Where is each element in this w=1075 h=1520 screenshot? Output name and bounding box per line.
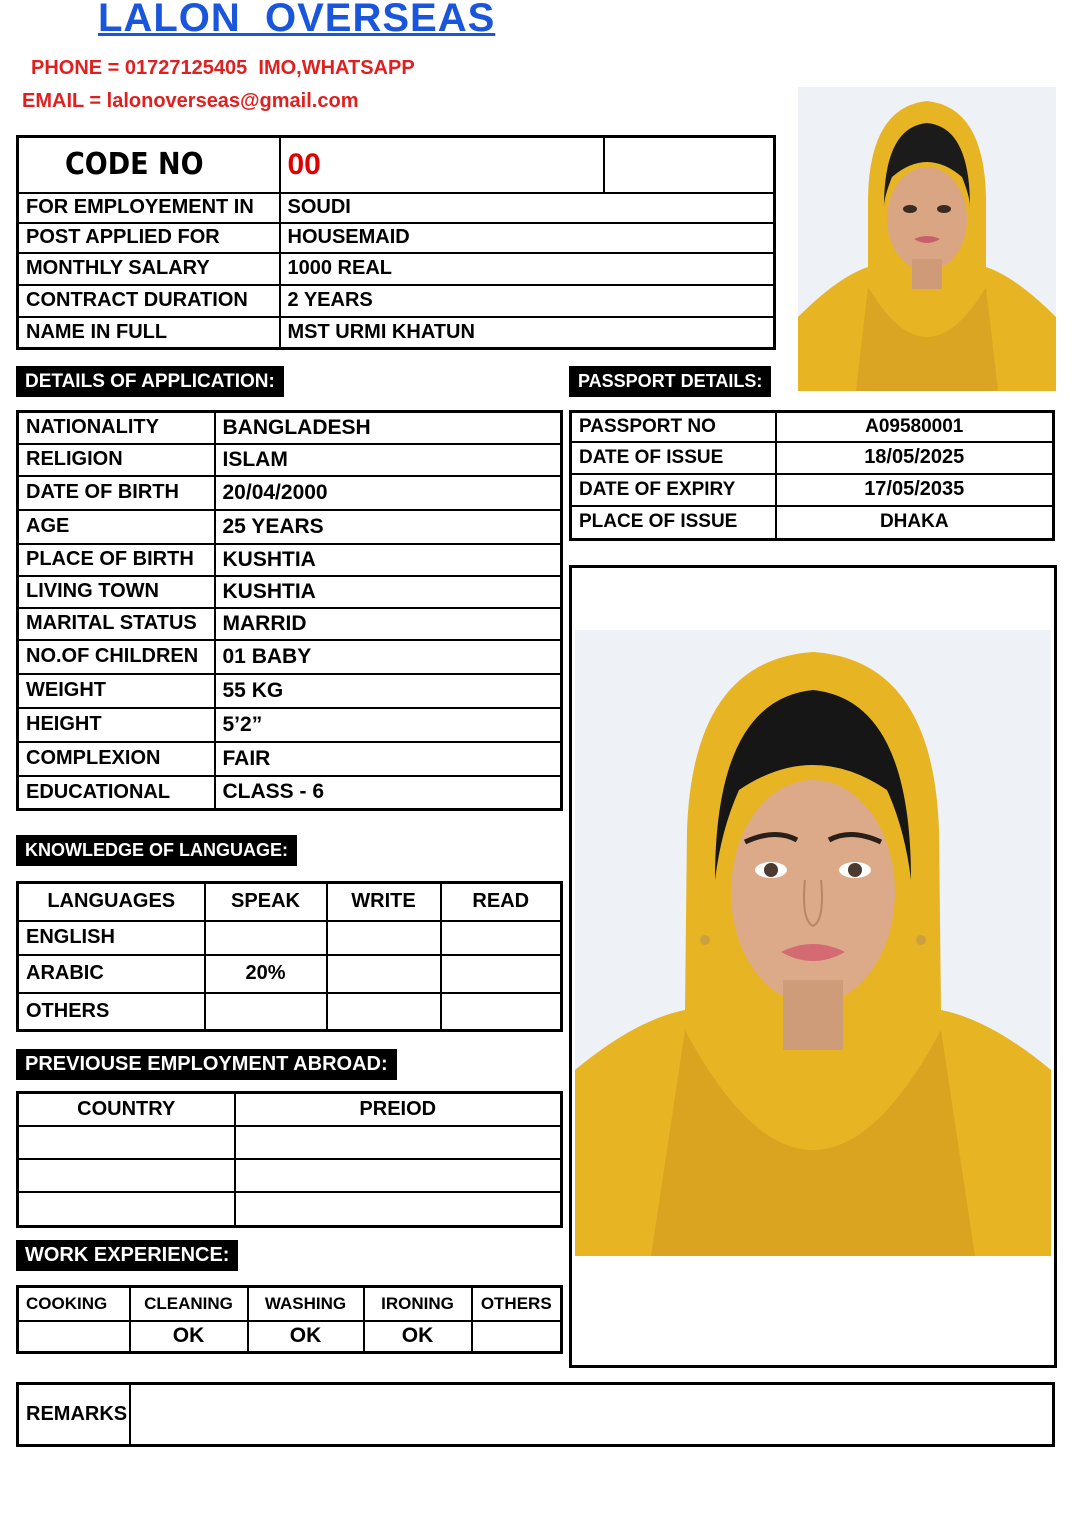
language-name: OTHERS xyxy=(18,993,205,1031)
remarks-label: REMARKS xyxy=(18,1384,130,1446)
detail-value: FAIR xyxy=(215,742,562,776)
language-col-header: LANGUAGES xyxy=(18,883,205,921)
passport-table xyxy=(569,410,1055,541)
passport-value: 18/05/2025 xyxy=(776,442,1054,474)
passport-value: DHAKA xyxy=(776,506,1054,540)
detail-label: DATE OF BIRTH xyxy=(18,476,215,510)
details-heading: DETAILS OF APPLICATION: xyxy=(16,366,284,397)
detail-value: KUSHTIA xyxy=(215,544,562,576)
details-table xyxy=(16,410,563,811)
passport-label: PASSPORT NO xyxy=(571,412,776,442)
previous-employment-col-header: PREIOD xyxy=(235,1093,562,1126)
top-info-table xyxy=(16,135,776,350)
monthly-salary-value: 1000 REAL xyxy=(280,253,775,285)
passport-label: PLACE OF ISSUE xyxy=(571,506,776,540)
work-experience-value xyxy=(18,1321,130,1353)
language-name: ARABIC xyxy=(18,955,205,993)
detail-value: KUSHTIA xyxy=(215,576,562,608)
language-speak xyxy=(205,993,327,1031)
detail-value: ISLAM xyxy=(215,444,562,476)
company-title: LALON OVERSEAS xyxy=(98,0,496,40)
work-experience-header: IRONING xyxy=(364,1287,472,1321)
large-photo-frame xyxy=(569,565,1057,1368)
detail-label: WEIGHT xyxy=(18,674,215,708)
work-experience-header: CLEANING xyxy=(130,1287,248,1321)
work-experience-value: OK xyxy=(248,1321,364,1353)
post-applied-value: HOUSEMAID xyxy=(280,223,775,253)
contract-duration-label: CONTRACT DURATION xyxy=(18,285,280,317)
language-heading: KNOWLEDGE OF LANGUAGE: xyxy=(16,835,297,866)
detail-label: MARITAL STATUS xyxy=(18,608,215,640)
language-table xyxy=(16,881,563,1032)
applicant-photo-large xyxy=(575,630,1051,1256)
full-name-label: NAME IN FULL xyxy=(18,317,280,349)
detail-value: 55 KG xyxy=(215,674,562,708)
applicant-photo-small xyxy=(798,87,1056,391)
language-col-header: SPEAK xyxy=(205,883,327,921)
work-experience-heading: WORK EXPERIENCE: xyxy=(16,1240,238,1271)
passport-heading: PASSPORT DETAILS: xyxy=(569,366,771,397)
work-experience-header: COOKING xyxy=(18,1287,130,1321)
remarks-value xyxy=(130,1384,1054,1446)
detail-label: PLACE OF BIRTH xyxy=(18,544,215,576)
work-experience-table xyxy=(16,1285,563,1354)
detail-label: AGE xyxy=(18,510,215,544)
language-read xyxy=(441,955,562,993)
detail-label: EDUCATIONAL xyxy=(18,776,215,810)
passport-label: DATE OF EXPIRY xyxy=(571,474,776,506)
full-name-value: MST URMI KHATUN xyxy=(280,317,775,349)
previous-employment-cell xyxy=(18,1159,235,1192)
previous-employment-cell xyxy=(235,1192,562,1227)
passport-value: A09580001 xyxy=(776,412,1054,442)
detail-value: 01 BABY xyxy=(215,640,562,674)
passport-label: DATE OF ISSUE xyxy=(571,442,776,474)
detail-value: 25 YEARS xyxy=(215,510,562,544)
detail-label: HEIGHT xyxy=(18,708,215,742)
code-no-blank-cell xyxy=(604,137,775,193)
language-write xyxy=(327,921,441,955)
language-speak xyxy=(205,921,327,955)
work-experience-value xyxy=(472,1321,562,1353)
monthly-salary-label: MONTHLY SALARY xyxy=(18,253,280,285)
post-applied-label: POST APPLIED FOR xyxy=(18,223,280,253)
language-write xyxy=(327,955,441,993)
previous-employment-heading: PREVIOUSE EMPLOYMENT ABROAD: xyxy=(16,1049,397,1080)
work-experience-value: OK xyxy=(130,1321,248,1353)
employment-country-label: FOR EMPLOYEMENT IN xyxy=(18,193,280,223)
detail-value: 20/04/2000 xyxy=(215,476,562,510)
contract-duration-value: 2 YEARS xyxy=(280,285,775,317)
remarks-table xyxy=(16,1382,1055,1447)
language-col-header: READ xyxy=(441,883,562,921)
previous-employment-cell xyxy=(235,1126,562,1159)
previous-employment-cell xyxy=(18,1126,235,1159)
code-no-value: 00 xyxy=(280,137,604,193)
detail-value: 5’2” xyxy=(215,708,562,742)
previous-employment-table xyxy=(16,1091,563,1228)
employment-country-value: SOUDI xyxy=(280,193,775,223)
language-speak: 20% xyxy=(205,955,327,993)
work-experience-header: OTHERS xyxy=(472,1287,562,1321)
work-experience-value: OK xyxy=(364,1321,472,1353)
language-read xyxy=(441,993,562,1031)
passport-value: 17/05/2035 xyxy=(776,474,1054,506)
detail-label: RELIGION xyxy=(18,444,215,476)
detail-value: BANGLADESH xyxy=(215,412,562,444)
detail-value: MARRID xyxy=(215,608,562,640)
detail-label: NATIONALITY xyxy=(18,412,215,444)
language-write xyxy=(327,993,441,1031)
email-line: EMAIL = lalonoverseas@gmail.com xyxy=(22,90,359,112)
language-name: ENGLISH xyxy=(18,921,205,955)
phone-line: PHONE = 01727125405 IMO,WHATSAPP xyxy=(31,57,415,79)
previous-employment-cell xyxy=(235,1159,562,1192)
previous-employment-col-header: COUNTRY xyxy=(18,1093,235,1126)
detail-value: CLASS - 6 xyxy=(215,776,562,810)
detail-label: COMPLEXION xyxy=(18,742,215,776)
code-no-label: CODE NO xyxy=(18,137,280,193)
detail-label: NO.OF CHILDREN xyxy=(18,640,215,674)
language-read xyxy=(441,921,562,955)
work-experience-header: WASHING xyxy=(248,1287,364,1321)
language-col-header: WRITE xyxy=(327,883,441,921)
detail-label: LIVING TOWN xyxy=(18,576,215,608)
previous-employment-cell xyxy=(18,1192,235,1227)
